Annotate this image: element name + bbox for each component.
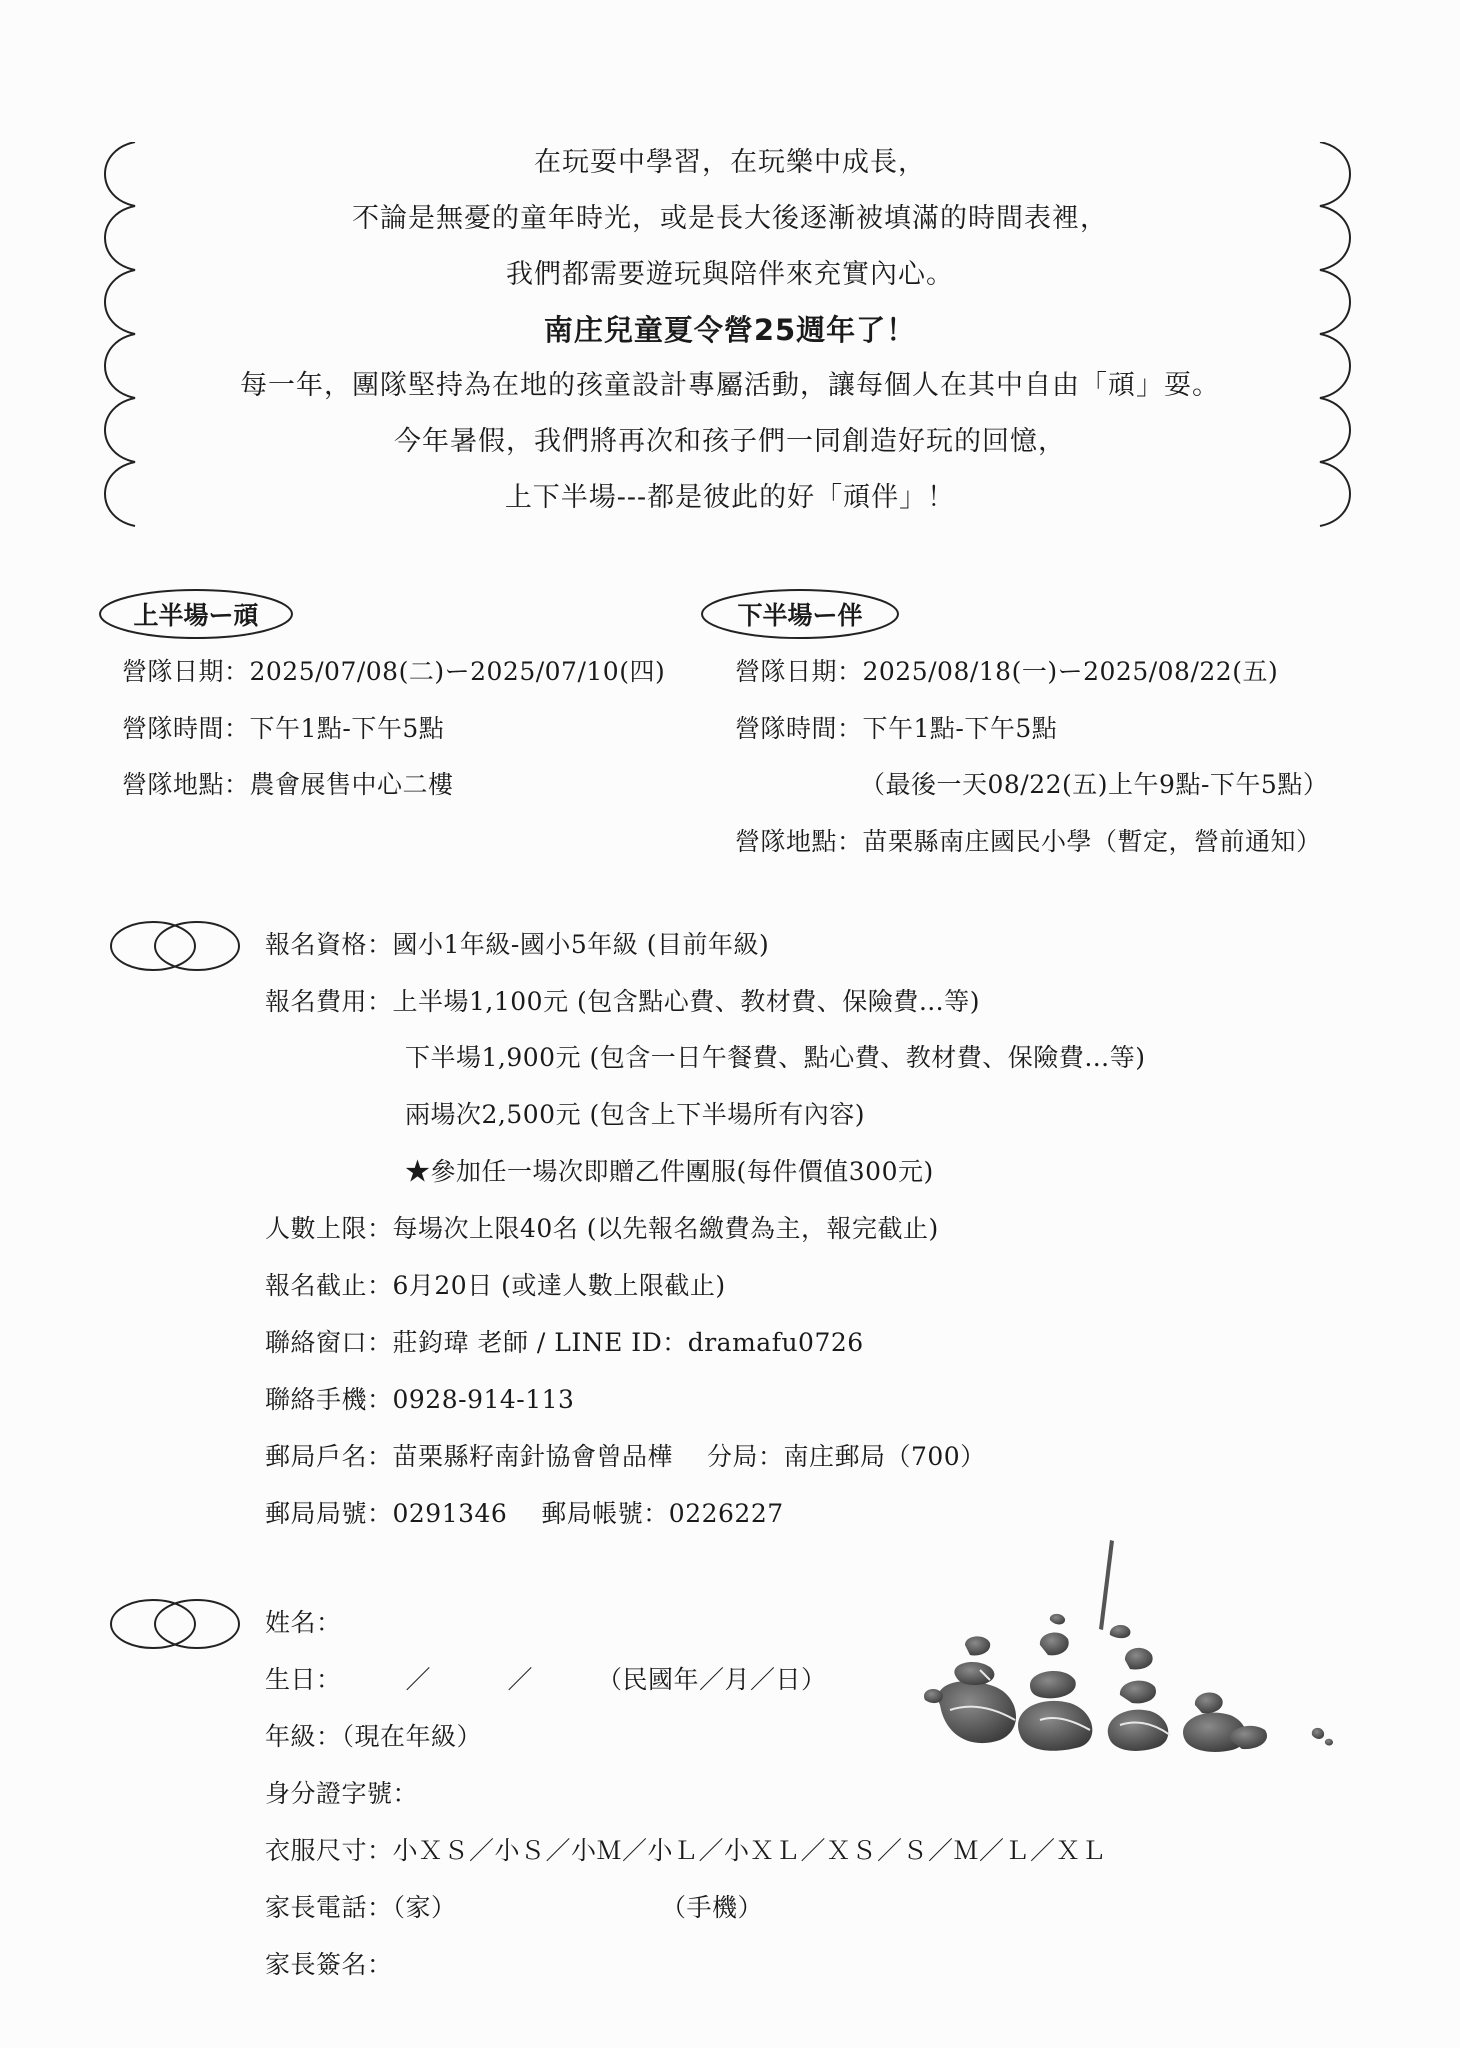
session1-badge-label: 上半場ー頑 xyxy=(133,601,259,630)
session1-badge xyxy=(98,588,294,640)
info-fee-3: 兩場次2,500元 (包含上下半場所有內容) xyxy=(405,1100,866,1129)
intro-line-5: 每一年，團隊堅持為在地的孩童設計專屬活動，讓每個人在其中自由「頑」耍。 xyxy=(240,370,1220,401)
intro-line-1: 在玩耍中學習，在玩樂中成長， xyxy=(534,147,926,178)
session2-badge-label: 下半場ー伴 xyxy=(737,601,863,630)
info-eligibility: 報名資格：國小1年級-國小5年級 (目前年級) xyxy=(265,930,770,959)
session1-place: 營隊地點：農會展售中心二樓 xyxy=(122,770,454,799)
form-id-number: 身分證字號： xyxy=(265,1779,419,1808)
intro-line-6: 今年暑假，我們將再次和孩子們一同創造好玩的回憶， xyxy=(394,426,1066,457)
info-fee-2: 下半場1,900元 (包含一日午餐費、點心費、教材費、保險費…等) xyxy=(405,1043,1146,1072)
intro-line-7: 上下半場---都是彼此的好「頑伴」！ xyxy=(504,482,956,513)
info-phone: 聯絡手機：0928-914-113 xyxy=(265,1385,575,1414)
form-parent-signature: 家長簽名： xyxy=(265,1950,393,1979)
session1-time: 營隊時間：下午1點-下午5點 xyxy=(122,714,445,743)
venn-circles-icon xyxy=(108,1596,242,1652)
info-capacity: 人數上限：每場次上限40名 (以先報名繳費為主，報完截止) xyxy=(265,1214,939,1243)
form-name: 姓名： xyxy=(265,1608,342,1637)
session1-date: 營隊日期：2025/07/08(二)ー2025/07/10(四) xyxy=(122,657,666,686)
info-fee-gift: ★參加任一場次即贈乙件團服(每件價值300元) xyxy=(405,1157,934,1186)
session2-place: 營隊地點：苗栗縣南庄國民小學（暫定，營前通知） xyxy=(735,827,1322,856)
info-account-no: 郵局局號：0291346 郵局帳號：0226227 xyxy=(265,1499,784,1528)
form-grade: 年級：（現在年級） xyxy=(265,1722,483,1751)
form-shirt-size: 衣服尺寸：小ＸＳ／小Ｓ／小Ｍ／小Ｌ／小ＸＬ／ＸＳ／Ｓ／Ｍ／Ｌ／ＸＬ xyxy=(265,1836,1107,1865)
info-deadline: 報名截止：6月20日 (或達人數上限截止) xyxy=(265,1271,726,1300)
intro-headline: 南庄兒童夏令營25週年了！ xyxy=(543,313,917,347)
info-fee-1: 報名費用：上半場1,100元 (包含點心費、教材費、保險費…等) xyxy=(265,987,981,1016)
session2-badge xyxy=(700,588,900,640)
intro-line-3: 我們都需要遊玩與陪伴來充實內心。 xyxy=(506,259,954,290)
session2-date: 營隊日期：2025/08/18(一)ー2025/08/22(五) xyxy=(735,657,1279,686)
info-contact: 聯絡窗口：莊鈞瑋 老師 / LINE ID：dramafu0726 xyxy=(265,1328,864,1357)
venn-circles-icon xyxy=(108,918,242,974)
form-birthday: 生日： ／ ／ （民國年／月／日） xyxy=(265,1665,827,1694)
stacked-stones-illustration xyxy=(920,1535,1350,1760)
session2-time: 營隊時間：下午1點-下午5點 xyxy=(735,714,1058,743)
session2-time-note: （最後一天08/22(五)上午9點-下午5點） xyxy=(860,770,1329,799)
intro-line-2: 不論是無憂的童年時光，或是長大後逐漸被填滿的時間表裡， xyxy=(352,203,1108,234)
info-account-name: 郵局戶名：苗栗縣籽南針協會曾品樺 分局：南庄郵局（700） xyxy=(265,1442,986,1471)
form-parent-phone: 家長電話：（家） （手機） xyxy=(265,1893,764,1922)
